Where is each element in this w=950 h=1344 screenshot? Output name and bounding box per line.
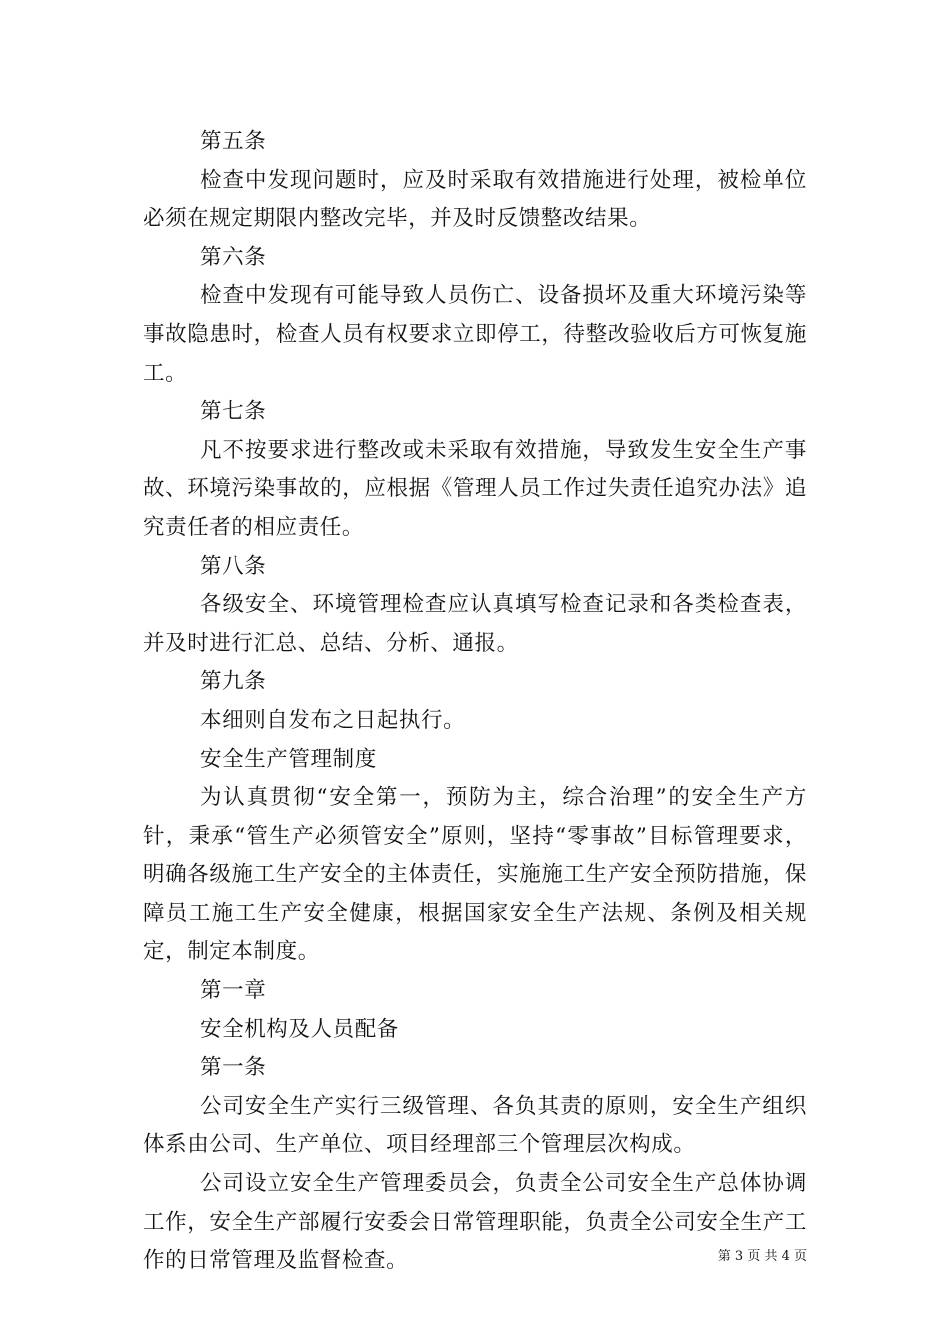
chapter-heading: 第一章 bbox=[200, 978, 267, 1004]
article-heading-9: 第九条 bbox=[200, 669, 267, 695]
paragraph: 公司设立安全生产管理委员会，负责全公司安全生产总体协调工作，安全生产部履行安委会日常管理职能，负责全公司安全生产工作的日常管理及监督检查。 bbox=[143, 1171, 807, 1274]
document-body bbox=[143, 123, 807, 1281]
paragraph: 凡不按要求进行整改或未采取有效措施，导致发生安全生产事故、环境污染事故的，应根据《管理人员工作过失责任追究办法》追究责任者的相应责任。 bbox=[143, 437, 807, 540]
page-number-footer: 第 3 页 共 4 页 bbox=[717, 1249, 807, 1264]
article-heading-5: 第五条 bbox=[200, 129, 267, 154]
article-heading-6: 第六条 bbox=[200, 244, 267, 270]
article-heading-1: 第一条 bbox=[200, 1055, 267, 1081]
article-heading-8: 第八条 bbox=[200, 553, 267, 579]
chapter-title: 安全机构及人员配备 bbox=[200, 1016, 399, 1042]
paragraph: 各级安全、环境管理检查应认真填写检查记录和各类检查表，并及时进行汇总、总结、分析、通报。 bbox=[143, 592, 807, 656]
article-heading-7: 第七条 bbox=[200, 399, 267, 425]
paragraph: 公司安全生产实行三级管理、各负其责的原则，安全生产组织体系由公司、生产单位、项目经理部三个管理层次构成。 bbox=[143, 1093, 807, 1158]
section-title: 安全生产管理制度 bbox=[200, 746, 377, 772]
paragraph: 检查中发现问题时，应及时采取有效措施进行处理，被检单位必须在规定期限内整改完毕，并及时反馈整改结果。 bbox=[143, 167, 807, 232]
paragraph: 本细则自发布之日起执行。 bbox=[200, 707, 466, 733]
paragraph: 为认真贯彻“安全第一，预防为主，综合治理”的安全生产方针，秉承“管生产必须管安全”原则，坚持“零事故”目标管理要求，明确各级施工生产安全的主体责任，实施施工生产安全预防措施，保障员工施工生产安全健康，根据国家安全生产法规、条例及相关规定，制定本制度。 bbox=[143, 785, 807, 965]
paragraph: 检查中发现有可能导致人员伤亡、设备损坏及重大环境污染等事故隐患时，检查人员有权要求立即停工，待整改验收后方可恢复施工。 bbox=[143, 283, 807, 386]
